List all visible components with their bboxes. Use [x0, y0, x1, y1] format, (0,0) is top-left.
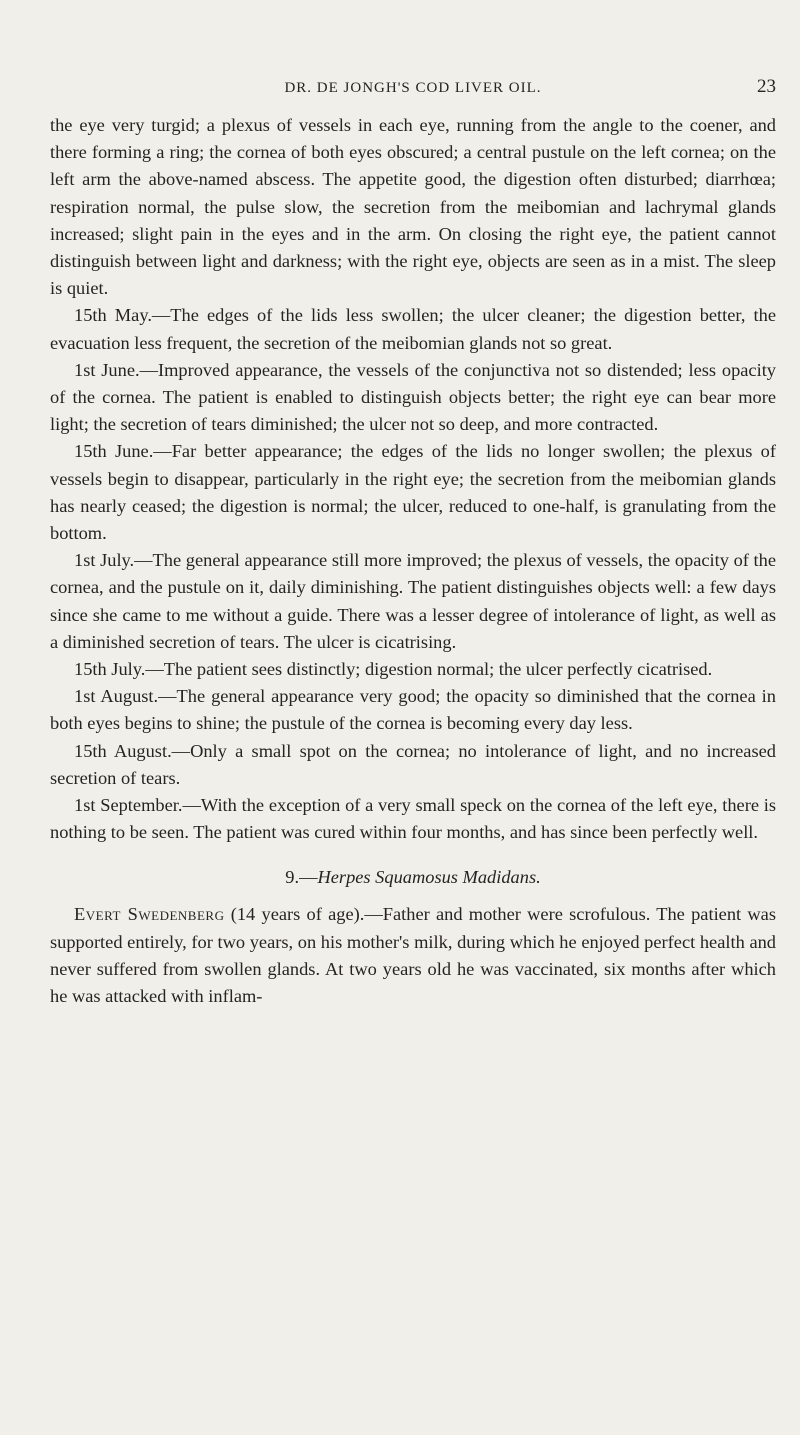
paragraph: 1st September.—With the exception of a very small speck on the cornea of the left eye, there is nothing to be seen. The patient was cured within four months, and has since been perfectly well. — [50, 795, 776, 843]
page-header — [50, 0, 776, 97]
paragraph — [50, 901, 776, 1010]
paragraph: 15th August.—Only a small spot on the cornea; no intolerance of light, and no increased secretion of tears. — [50, 740, 776, 788]
paragraph: 15th June.—Far better appearance; the edges of the lids no longer swollen; the plexus of vessels begin to disappear, particularly in the right eye; the secretion from the meibomian glands has nearly ceased; the digestion is normal; the ulcer, reduced to one-half, is granulating from the bottom. — [50, 441, 776, 544]
page-number: 23 — [757, 76, 776, 97]
paragraph: 15th May.—The edges of the lids less swollen; the ulcer cleaner; the digestion better, the evacuation less frequent, the secretion of the meibomian glands not so great. — [50, 305, 776, 353]
section-title: Herpes Squamosus Madidans. — [317, 867, 541, 888]
patient-name: Evert Swedenberg — [74, 904, 225, 925]
document-page — [50, 0, 776, 1435]
paragraph-text: (14 years of age).—Father and mother were scrofulous. The patient was supported entirely, for two years, on his mother's milk, during which he enjoyed perfect health and never suffered from swollen glands. At two years old he was vaccinated, six months after which he was attacked with inflam- — [50, 904, 776, 1007]
body-text — [50, 112, 776, 1010]
paragraph: 1st August.—The general appearance very good; the opacity so diminished that the cornea in both eyes begins to shine; the pustule of the cornea is becoming every day less. — [50, 686, 776, 734]
paragraph: 15th July.—The patient sees distinctly; digestion normal; the ulcer perfectly cicatrised. — [74, 659, 713, 680]
section-heading — [50, 864, 776, 891]
paragraph: 1st June.—Improved appearance, the vessels of the conjunctiva not so distended; less opacity of the cornea. The patient is enabled to distinguish objects better; the right eye can bear more light; the secretion of tears diminished; the ulcer not so deep, and more contracted. — [50, 359, 776, 435]
running-head: DR. DE JONGH'S COD LIVER OIL. — [284, 80, 542, 96]
section-number: 9.— — [285, 867, 318, 888]
paragraph: the eye very turgid; a plexus of vessels in each eye, running from the angle to the coener, and there forming a ring; the cornea of both eyes obscured; a central pustule on the left cornea; on the left arm the above-named abscess. The appetite good, the digestion often disturbed; diarrhœa; respiration normal, the pulse slow, the secretion from the meibomian and lachrymal glands increased; slight pain in the eyes and in the arm. On closing the right eye, the patient cannot distinguish between light and darkness; with the right eye, objects are seen as in a mist. The sleep is quiet. — [50, 115, 776, 299]
paragraph: 1st July.—The general appearance still more improved; the plexus of vessels, the opacity of the cornea, and the pustule on it, daily diminishing. The patient distinguishes objects well: a few days since she came to me without a guide. There was a lesser degree of intolerance of light, as well as a diminished secretion of tears. The ulcer is cicatrising. — [50, 550, 776, 652]
